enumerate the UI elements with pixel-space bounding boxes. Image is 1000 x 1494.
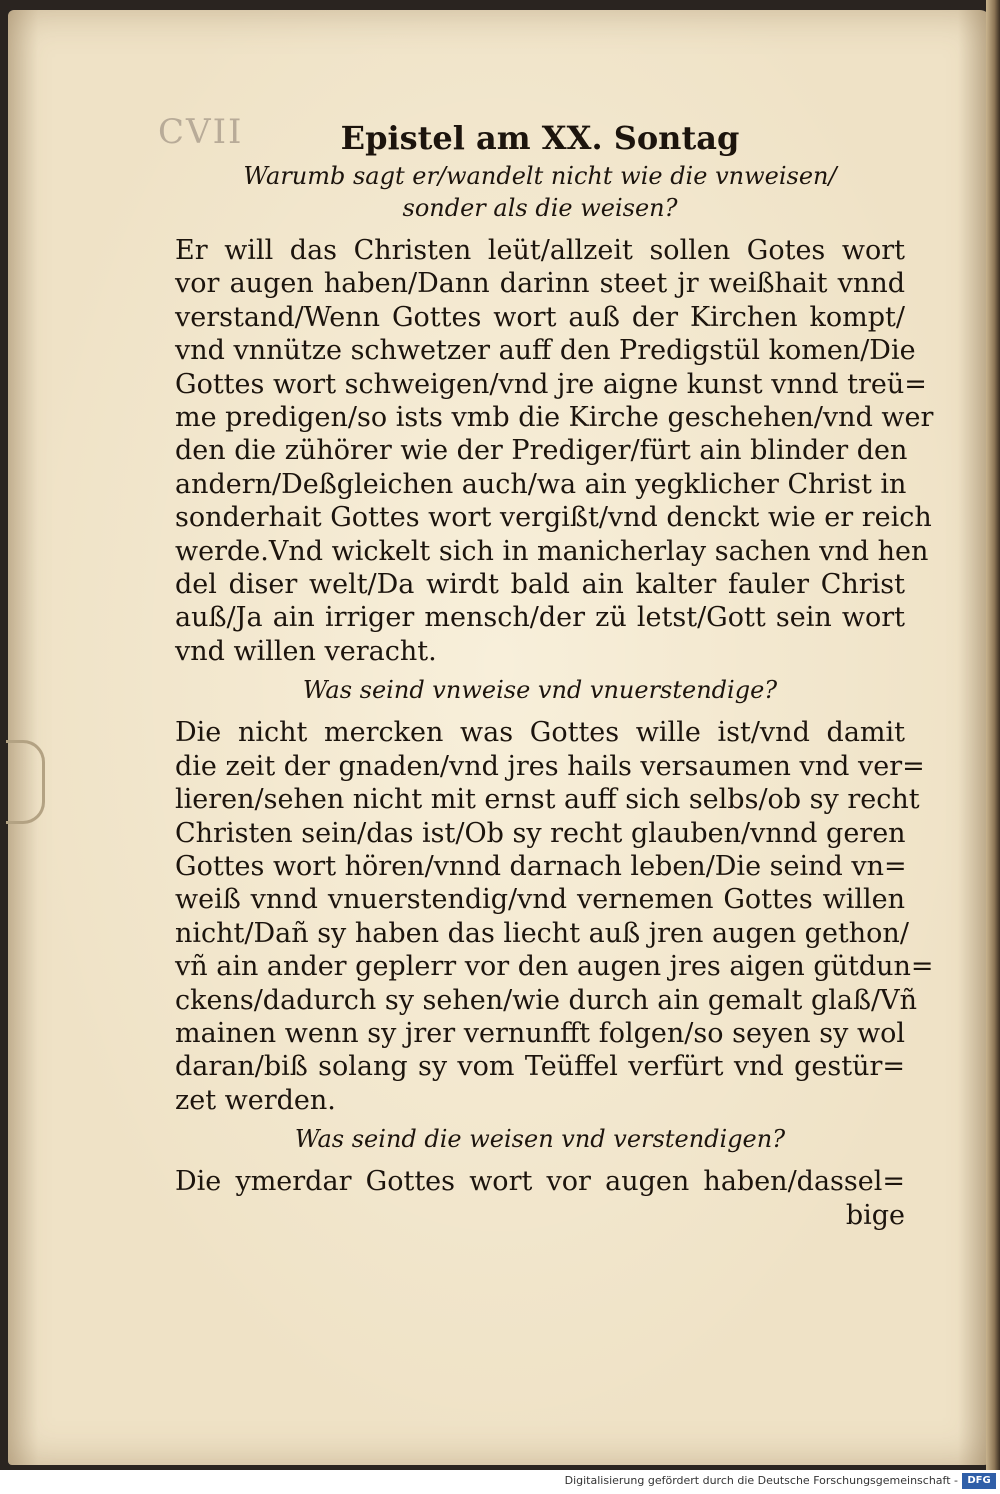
folio-number: CVII [158, 112, 244, 152]
text-line: lieren/sehen nicht mit ernst auff sich selbs/ob sy recht [175, 784, 920, 816]
text-line: daran/biß solang sy vom Teüffel verfürt vnd gestür= [175, 1051, 905, 1083]
text-line: weiß vnnd vnuerstendig/vnd vernemen Gottes willen [175, 884, 905, 916]
text-line: Die ymerdar Gottes wort vor augen haben/dassel= [175, 1166, 905, 1198]
text-line: vnd willen veracht. [175, 635, 437, 667]
text-line: del diser welt/Da wirdt bald ain kalter fauler Christ [175, 569, 905, 601]
text-block [175, 118, 934, 1232]
question-line: Warumb sagt er/wandelt nicht wie die vnweisen/ [243, 162, 837, 190]
footer-bar [0, 1470, 1000, 1494]
book-edge [986, 0, 1000, 1470]
question-heading-2: Was seind vnweise vnd vnuerstendige? [302, 676, 778, 705]
paragraph-3 [175, 1165, 905, 1232]
funding-notice: Digitalisierung gefördert durch die Deutsche Forschungsgemeinschaft - [564, 1474, 958, 1487]
catchword: bige [845, 1199, 905, 1231]
dfg-logo: DFG [962, 1473, 996, 1489]
text-line: werde.Vnd wickelt sich in manicherlay sachen vnd hen [175, 535, 929, 567]
text-line: Gottes wort hören/vnnd darnach leben/Die seind vn= [175, 850, 907, 882]
text-line: verstand/Wenn Gottes wort auß der Kirchen kompt/ [175, 301, 905, 333]
text-line: vnd vnnütze schwetzer auff den Predigstül komen/Die [175, 335, 916, 367]
page-title: Epistel am XX. Sontag [340, 119, 740, 157]
paragraph-2 [175, 716, 934, 1117]
text-line: andern/Deßgleichen auch/wa ain yegklicher Christ in [175, 468, 907, 500]
question-heading-3: Was seind die weisen vnd verstendigen? [294, 1125, 786, 1154]
text-line: den die zühörer wie der Prediger/fürt ain blinder den [175, 435, 908, 467]
text-line: vor augen haben/Dann darinn steet jr weißhait vnnd [175, 268, 905, 300]
text-line: vñ ain ander geplerr vor den augen jres aigen gütdun= [175, 951, 934, 983]
text-line: Gottes wort schweigen/vnd jre aigne kunst vnnd treü= [175, 368, 927, 400]
question-heading-1 [175, 160, 905, 224]
text-line: Er will das Christen leüt/allzeit sollen Gotes wort [175, 235, 905, 266]
binding-clasp [6, 740, 45, 824]
text-line: zet werden. [175, 1084, 336, 1116]
text-line: Die nicht mercken was Gottes wille ist/vnd damit [175, 717, 905, 749]
text-line: mainen wenn sy jrer vernunfft folgen/so seyen sy wol [175, 1017, 905, 1049]
text-line: Christen sein/das ist/Ob sy recht glauben/vnnd geren [175, 817, 906, 849]
question-line: sonder als die weisen? [402, 194, 678, 222]
text-line: me predigen/so ists vmb die Kirche geschehen/vnd wer [175, 402, 934, 434]
text-line: auß/Ja ain irriger mensch/der zü letst/Gott sein wort [175, 602, 905, 634]
text-line: sonderhait Gottes wort vergißt/vnd denckt wie er reich [175, 502, 932, 534]
paragraph-1 [175, 234, 934, 668]
text-line: ckens/dadurch sy sehen/wie durch ain gemalt glaß/Vñ [175, 984, 917, 1016]
text-line: nicht/Dañ sy haben das liecht auß jren augen gethon/ [175, 917, 909, 949]
text-line: die zeit der gnaden/vnd jres hails versaumen vnd ver= [175, 750, 925, 782]
